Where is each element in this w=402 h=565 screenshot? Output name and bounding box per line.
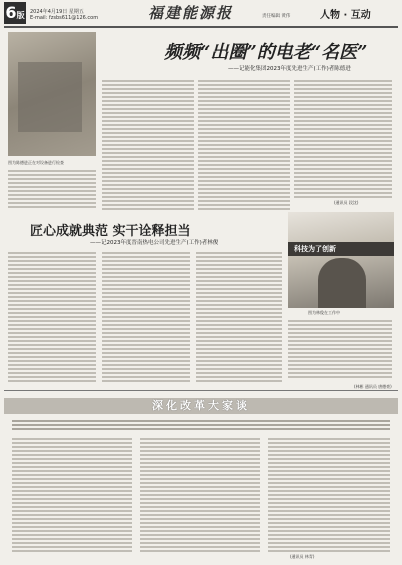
- header-rule: [4, 26, 398, 28]
- editor-credit: 责任编辑 黄伟: [262, 14, 291, 19]
- article1-signature: (通讯员 段沈): [334, 200, 359, 205]
- issue-date: 2024年4月19日 星期五: [30, 9, 84, 15]
- article1-text-col4: [294, 78, 392, 198]
- article3-text-col2: [140, 436, 260, 554]
- section-title: 人物 · 互动: [320, 10, 371, 21]
- article2-headline: 匠心成就典范 实干诠释担当: [30, 224, 191, 239]
- article3-banner: [4, 398, 398, 414]
- article1-text-col3: [198, 78, 290, 210]
- article2-text-col4: [288, 318, 392, 380]
- article2-text-col2: [102, 250, 190, 384]
- article1-photo: [8, 32, 96, 156]
- page-number: 6版: [5, 3, 25, 22]
- article3-signature: (通讯员 林青): [290, 554, 315, 559]
- article1-subheadline: ——记能化集团2023年度先进生产(工作)者陈德进: [228, 66, 351, 72]
- article1-text-col2: [102, 78, 194, 210]
- article2-signature: (林彬 通讯员 唐德豪): [354, 384, 392, 389]
- article2-text-col1: [8, 250, 96, 384]
- article3-intro: [12, 418, 390, 430]
- article2-photo: [288, 212, 394, 308]
- photo-banner-text: 科技为了创新: [294, 245, 336, 253]
- article2-subheadline: ——记2023年度晋南热电公司先进生产(工作)者林俊: [90, 240, 219, 246]
- newspaper-masthead: 福建能源报: [148, 4, 234, 22]
- article3-text-col1: [12, 436, 132, 554]
- article3-text-col3: [268, 436, 390, 552]
- photo-subject: [18, 62, 82, 132]
- article2-photo-caption: 图为林俊在工作中: [308, 310, 340, 315]
- article3-banner-title: 深化改革大家谈: [152, 399, 250, 412]
- article1-text-col1: [8, 168, 96, 210]
- photo-subject: [318, 258, 366, 308]
- contact-email: E-mail: fzsbs611@126.com: [30, 15, 99, 21]
- article1-headline: 频频“出圈”的电老“名医”: [164, 42, 368, 63]
- section-divider: [4, 390, 398, 391]
- article2-text-col3: [196, 250, 282, 384]
- article1-photo-caption: 图为陈德进正在对设备进行检查: [8, 160, 64, 165]
